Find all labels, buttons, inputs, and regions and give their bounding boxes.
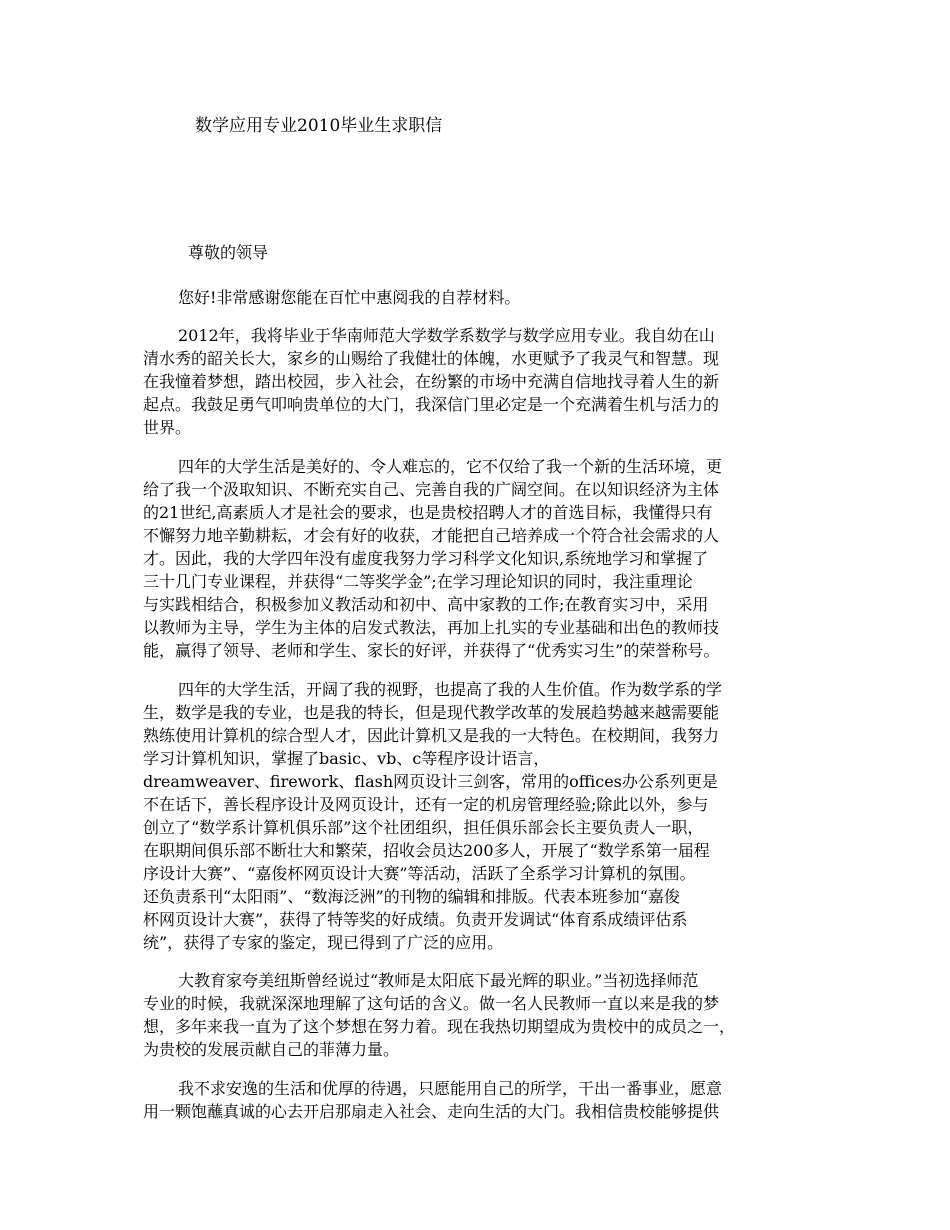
paragraph-line: 为贵校的发展贡献自己的菲薄力量。 xyxy=(143,1040,400,1059)
paragraph-line: 起点。我鼓足勇气叩响贵单位的大门，我深信门里必定是一个充满着生机与活力的 xyxy=(143,395,720,414)
paragraph-line: 熟练使用计算机的综合型人才，因此计算机又是我的一大特色。在校期间，我努力 xyxy=(143,726,720,745)
paragraph-line: 序设计大赛”、“嘉俊杯网页设计大赛”等活动，活跃了全系学习计算机的氛围。 xyxy=(143,864,696,883)
paragraph-line: 创立了“数学系计算机俱乐部”这个社团组织，担任俱乐部会长主要负责人一职， xyxy=(143,818,704,837)
paragraph-line: 给了我一个汲取知识、不断充实自己、完善自我的广阔空间。在以知识经济为主体 xyxy=(143,480,720,499)
paragraph-line: 以教师为主导，学生为主体的启发式教法，再加上扎实的专业基础和出色的教师技 xyxy=(143,618,720,637)
paragraph-line: 生，数学是我的专业，也是我的特长，但是现代教学改革的发展趋势越来越需要能 xyxy=(143,703,720,722)
paragraph-line: 统”，获得了专家的鉴定，现已得到了广泛的应用。 xyxy=(143,933,504,952)
paragraph-line: 世界。 xyxy=(143,418,192,437)
paragraph-line: 与实践相结合，积极参加义教活动和初中、高中家教的工作;在教育实习中，采用 xyxy=(143,595,709,614)
paragraph-line: 还负责系刊“太阳雨”、“数海泛洲”的刊物的编辑和排版。代表本班参加“嘉俊 xyxy=(143,887,680,906)
paragraph-line: 在职期间俱乐部不断壮大和繁荣，招收会员达200多人，开展了“数学系第一届程 xyxy=(143,841,710,860)
paragraph-line: 不在话下，善长程序设计及网页设计，还有一定的机房管理经验;除此以外，参与 xyxy=(143,795,709,814)
document-title: 数学应用专业2010毕业生求职信 xyxy=(195,116,443,136)
paragraph-line: 四年的大学生活是美好的、令人难忘的，它不仅给了我一个新的生活环境，更 xyxy=(178,457,723,476)
paragraph-line: 能，赢得了领导、老师和学生、家长的好评，并获得了“优秀实习生”的荣誉称号。 xyxy=(143,641,720,660)
paragraph-line: 专业的时候，我就深深地理解了这句话的含义。做一名人民教师一直以来是我的梦 xyxy=(143,994,720,1013)
paragraph-line: 清水秀的韶关长大，家乡的山赐给了我健壮的体魄，水更赋予了我灵气和智慧。现 xyxy=(143,349,720,368)
paragraph-line: 我不求安逸的生活和优厚的待遇，只愿能用自己的所学，干出一番事业，愿意 xyxy=(178,1079,723,1098)
paragraph-line: 才。因此，我的大学四年没有虚度我努力学习科学文化知识,系统地学习和掌握了 xyxy=(143,549,709,568)
salutation: 尊敬的领导 xyxy=(188,243,269,262)
paragraph-line: 在我憧着梦想，踏出校园，步入社会，在纷繁的市场中充满自信地找寻着人生的新 xyxy=(143,372,720,391)
paragraph-line: 用一颗饱蘸真诚的心去开启那扇走入社会、走向生活的大门。我相信贵校能够提供 xyxy=(143,1102,720,1121)
paragraph-line: dreamweaver、firework、flash网页设计三剑客，常用的offices办公系列更是 xyxy=(143,772,718,791)
paragraph-line: 三十几门专业课程，并获得“二等奖学金”;在学习理论知识的同时，我注重理论 xyxy=(143,572,693,591)
paragraph-line: 杯网页设计大赛”，获得了特等奖的好成绩。负责开发调试“体育系成绩评估系 xyxy=(143,910,688,929)
paragraph-line: 的21世纪,高素质人才是社会的要求，也是贵校招聘人才的首选目标，我懂得只有 xyxy=(143,503,713,522)
paragraph-line: 学习计算机知识，掌握了basic、vb、c等程序设计语言， xyxy=(143,749,550,768)
paragraph-line: 2012年，我将毕业于华南师范大学数学系数学与数学应用专业。我自幼在山 xyxy=(178,326,715,345)
greeting-line: 您好!非常感谢您能在百忙中惠阅我的自荐材料。 xyxy=(178,288,521,307)
paragraph-line: 四年的大学生活，开阔了我的视野，也提高了我的人生价值。作为数学系的学 xyxy=(178,680,723,699)
paragraph-line: 想，多年来我一直为了这个梦想在努力着。现在我热切期望成为贵校中的成员之一， xyxy=(143,1017,736,1036)
paragraph-line: 大教育家夸美纽斯曾经说过“教师是太阳底下最光辉的职业。”当初选择师范 xyxy=(178,971,699,990)
paragraph-line: 不懈努力地辛勤耕耘，才会有好的收获，才能把自己培养成一个符合社会需求的人 xyxy=(143,526,720,545)
